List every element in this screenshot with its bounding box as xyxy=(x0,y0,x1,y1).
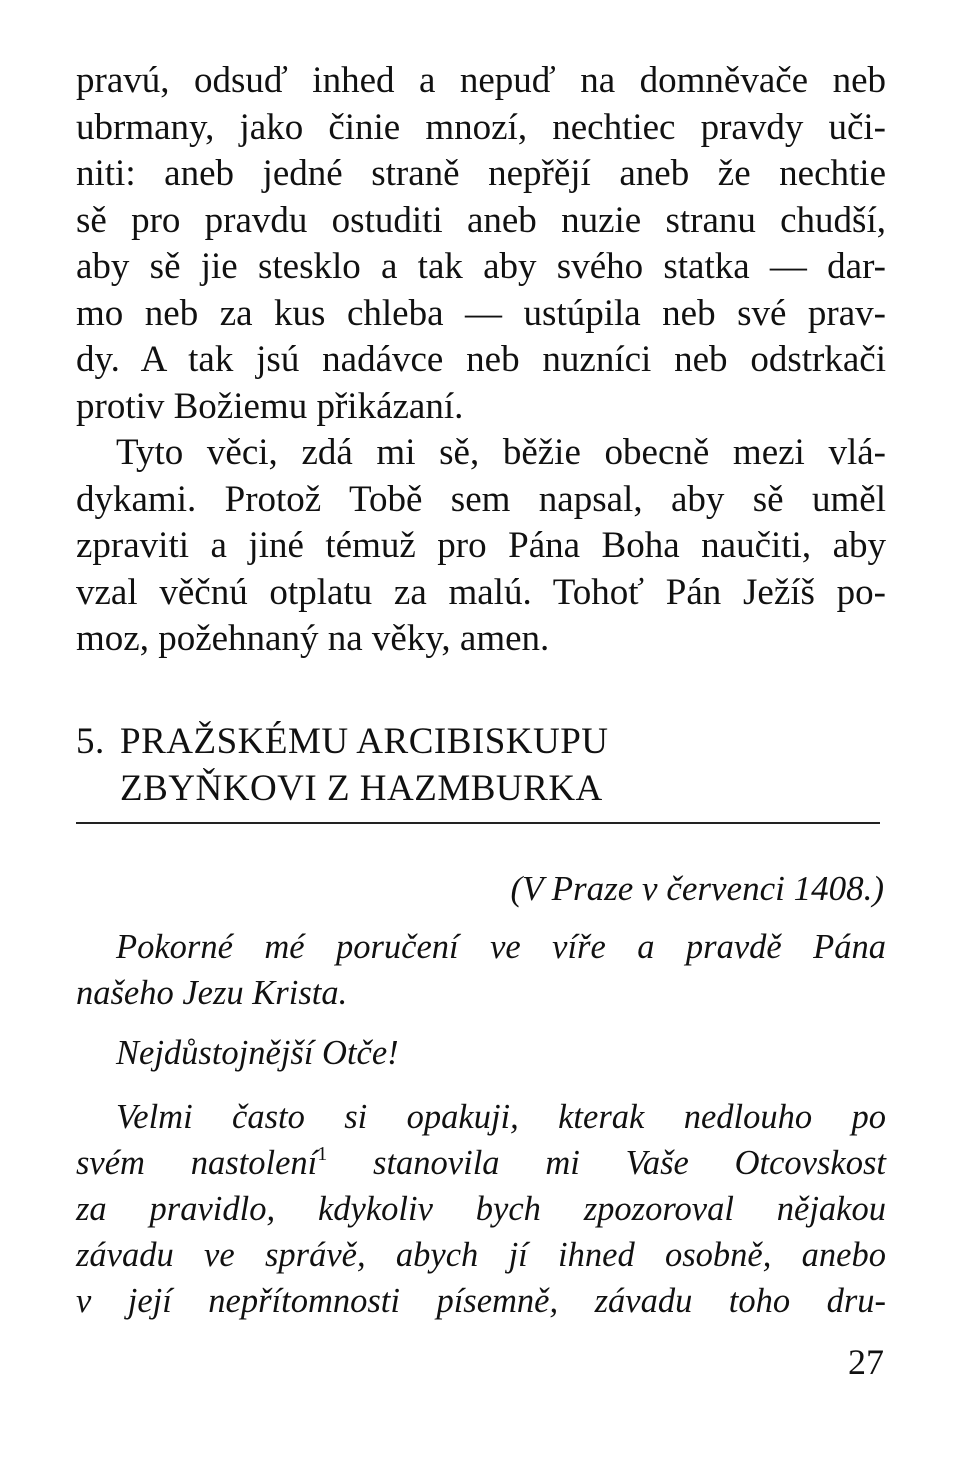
body-text xyxy=(76,58,886,663)
salutation: Nejdůstojnější Otče! xyxy=(116,1034,399,1072)
letter-line: v její nepřítomnosti písemně, závadu toho dru- xyxy=(76,1282,886,1320)
text-line: dykami. Protož Tobě sem napsal, aby sě uměl xyxy=(76,478,886,520)
text-line: sě pro pravdu ostuditi aneb nuzie stranu chudší, xyxy=(76,199,886,241)
text-line: aby sě jie stesklo a tak aby svého statka — dar- xyxy=(76,246,886,287)
footnote-marker: 1 xyxy=(317,1143,328,1165)
heading-text-1: PRAŽSKÉMU ARCIBISKUPU xyxy=(120,721,609,762)
letter-line xyxy=(76,1140,886,1186)
section-divider xyxy=(76,822,880,824)
greeting xyxy=(76,924,886,1016)
text-line: vzal věčnú otplatu za malú. Tohoť Pán Ježíš po- xyxy=(76,571,886,613)
text-line: protiv Božiemu přikázaní. xyxy=(76,385,464,427)
text-line: mo neb za kus chleba — ustúpila neb své prav- xyxy=(76,292,886,334)
text-line: zpraviti a jiné témuž pro Pána Boha naučiti, aby xyxy=(76,525,886,566)
text-line: Tyto věci, zdá mi sě, běžie obecně mezi vlá- xyxy=(116,432,886,473)
text-line: niti: aneb jedné straně nepřějí aneb že nechtie xyxy=(76,153,886,194)
salutation-block xyxy=(76,1030,886,1076)
letter-text: svém nastolení xyxy=(76,1144,318,1182)
greeting-line: Pokorné mé poručení ve víře a pravdě Pána xyxy=(116,928,886,966)
greeting-line: našeho Jezu Krista. xyxy=(76,974,348,1012)
page-number: 27 xyxy=(848,1342,884,1382)
text-line: dy. A tak jsú nadávce neb nuzníci neb odstrkači xyxy=(76,339,886,380)
letter-line: Velmi často si opakuji, kterak nedlouho po xyxy=(116,1098,886,1136)
letter-paragraph xyxy=(76,1094,886,1324)
letter-line: závadu ve správě, abych jí ihned osobně, anebo xyxy=(76,1236,886,1274)
date-line: (V Praze v červenci 1408.) xyxy=(510,869,884,908)
text-line: pravú, odsuď inhed a nepuď na domněvače neb xyxy=(76,60,886,101)
letter-text: stanovila mi Vaše Otcovskost xyxy=(327,1144,886,1182)
section-number: 5. xyxy=(76,721,105,762)
section-heading xyxy=(76,718,886,812)
text-line: ubrmany, jako činie mnozí, nechtiec pravdy uči- xyxy=(76,106,886,148)
heading-line-1 xyxy=(76,718,886,765)
letter-line: za pravidlo, kdykoliv bych zpozoroval nějakou xyxy=(76,1190,886,1228)
heading-text-2: ZBYŇKOVI Z HAZMBURKA xyxy=(120,768,603,809)
text-line: moz, požehnaný na věky, amen. xyxy=(76,618,550,659)
